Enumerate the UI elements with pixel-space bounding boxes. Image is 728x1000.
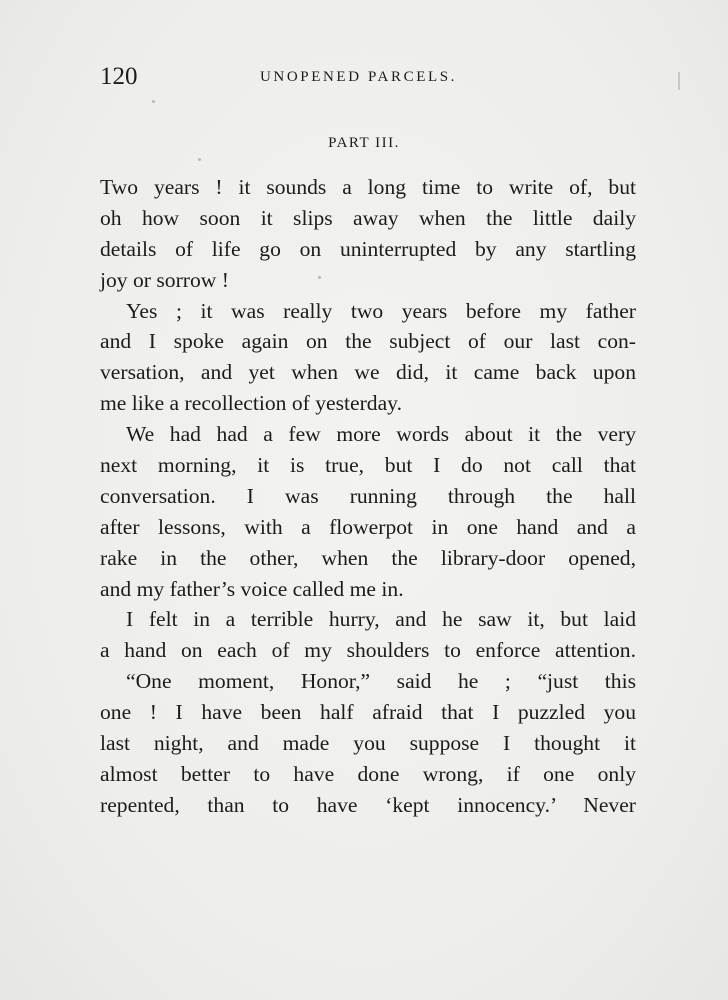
- text-line: details of life go on uninterrupted by any startling: [100, 236, 636, 261]
- text-line: Yes ; it was really two years before my father: [126, 298, 636, 323]
- text-line: rake in the other, when the library-door opened,: [100, 545, 636, 570]
- text-line: almost better to have done wrong, if one only: [100, 761, 636, 786]
- text-line: next morning, it is true, but I do not call that: [100, 453, 636, 478]
- part-heading: PART III.: [328, 135, 400, 151]
- running-title: UNOPENED PARCELS.: [260, 69, 458, 85]
- text-line: one ! I have been half afraid that I puzzled you: [100, 700, 636, 725]
- paper-speck: [198, 158, 201, 161]
- text-line: last night, and made you suppose I thought it: [100, 731, 636, 756]
- text-line: me like a recollection of yesterday.: [100, 391, 402, 416]
- text-line: after lessons, with a flowerpot in one hand and a: [100, 514, 636, 539]
- margin-mark: [678, 72, 680, 90]
- text-line: a hand on each of my shoulders to enforce attention.: [100, 638, 636, 663]
- page-number: 120: [100, 63, 138, 90]
- text-line: oh how soon it slips away when the little daily: [100, 205, 636, 230]
- body-text: [100, 172, 636, 821]
- text-line: and my father’s voice called me in.: [100, 576, 404, 601]
- text-line: and I spoke again on the subject of our last con-: [100, 329, 636, 354]
- text-line: versation, and yet when we did, it came back upon: [100, 360, 636, 385]
- page-header: [100, 60, 638, 94]
- text-line: We had had a few more words about it the very: [126, 422, 636, 447]
- text-line: joy or sorrow !: [100, 267, 229, 292]
- text-line: repented, than to have ‘kept innocency.’ Never: [100, 792, 636, 817]
- paper-speck: [152, 100, 155, 103]
- text-line: Two years ! it sounds a long time to write of, but: [100, 175, 636, 199]
- text-line: conversation. I was running through the hall: [100, 483, 636, 508]
- text-line: “One moment, Honor,” said he ; “just this: [126, 669, 636, 694]
- text-line: I felt in a terrible hurry, and he saw it, but laid: [126, 607, 636, 632]
